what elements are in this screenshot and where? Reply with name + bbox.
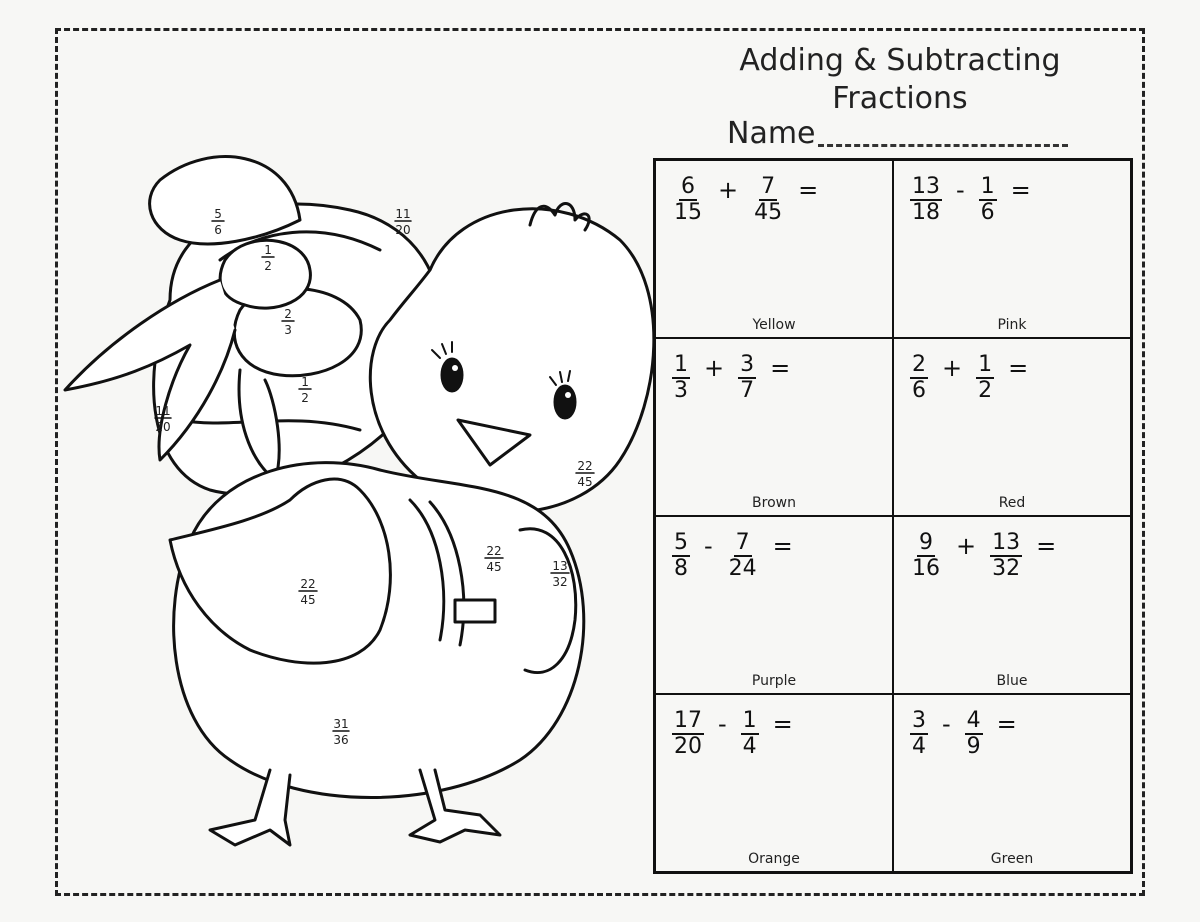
equals-sign: = [798,176,819,204]
problem-cell-yellow[interactable] [655,160,893,338]
color-label: Yellow [752,317,796,333]
operator: + [704,354,725,382]
operator: + [956,532,977,560]
problem-cell-red[interactable] [893,338,1131,516]
svg-text:2: 2 [301,391,309,405]
svg-text:22: 22 [486,544,502,558]
svg-text:45: 45 [486,560,502,574]
problem-cell-orange[interactable] [655,694,893,872]
fraction-a: $\frac{6}{15}$ [674,174,702,225]
fraction-b: $\frac{7}{45}$ [754,174,783,225]
color-label: Blue [996,673,1028,689]
problem [672,353,790,403]
svg-text:31: 31 [333,717,349,731]
worksheet-title [700,42,1100,118]
svg-text:20: 20 [395,223,411,237]
color-label: Orange [748,851,800,867]
svg-text:5: 5 [214,207,222,221]
problem [910,175,1031,225]
equals-sign: = [1036,532,1057,560]
equals-sign: = [1010,176,1031,204]
problem [672,709,793,759]
bow-loop-left [150,157,300,244]
equals-sign: = [772,710,793,738]
svg-text:22: 22 [577,459,593,473]
svg-text:13: 13 [552,559,568,573]
fraction-a: $\frac{9}{16}$ [912,530,940,581]
fraction-a: $\frac{2}{6}$ [912,352,926,403]
fraction-b: $\frac{1}{6}$ [980,174,995,225]
problem-cell-pink[interactable] [893,160,1131,338]
color-label: Red [998,495,1026,511]
fraction-b: $\frac{1}{2}$ [978,352,993,403]
svg-text:45: 45 [577,475,593,489]
equals-sign: = [772,532,793,560]
problem-grid [653,158,1133,874]
svg-text:20: 20 [155,420,171,434]
fraction-b: $\frac{1}{4}$ [742,708,757,759]
color-label: Pink [997,317,1027,333]
right-eye [555,386,575,418]
title-line-1: Adding & Subtracting [739,43,1061,78]
fraction-b: $\frac{4}{9}$ [966,708,981,759]
svg-text:45: 45 [300,593,316,607]
fraction-a: $\frac{17}{20}$ [674,708,702,759]
svg-text:6: 6 [214,223,222,237]
color-label: Brown [752,495,796,511]
picture-label [395,207,411,237]
operator: + [942,354,963,382]
left-leg [210,770,290,845]
operator: - [704,532,713,560]
color-label: Purple [751,673,797,689]
svg-text:11: 11 [395,207,411,221]
name-field[interactable] [727,116,1068,151]
problem [672,531,793,581]
problem [910,531,1056,581]
operator: + [718,176,739,204]
problem [910,353,1028,403]
problem-cell-green[interactable] [893,694,1131,872]
svg-text:22: 22 [300,577,316,591]
problem [672,175,818,225]
strap-buckle [455,600,495,622]
svg-text:2: 2 [264,259,272,273]
operator: - [942,710,951,738]
svg-text:1: 1 [301,375,309,389]
problem [910,709,1017,759]
color-label: Green [990,851,1034,867]
problem-cell-blue[interactable] [893,516,1131,694]
chick-coloring-picture [60,130,660,860]
equals-sign: = [1008,354,1029,382]
title-line-2: Fractions [832,81,968,116]
svg-text:36: 36 [333,733,349,747]
fraction-a: $\frac{13}{18}$ [912,174,940,225]
svg-text:32: 32 [552,575,568,589]
operator: - [956,176,965,204]
operator: - [718,710,727,738]
svg-text:11: 11 [155,404,171,418]
fraction-b: $\frac{7}{24}$ [728,530,757,581]
fraction-b: $\frac{3}{7}$ [740,352,755,403]
problem-cell-purple[interactable] [655,516,893,694]
equals-sign: = [770,354,791,382]
svg-text:2: 2 [284,307,292,321]
problem-cell-brown[interactable] [655,338,893,516]
svg-text:3: 3 [284,323,292,337]
svg-text:1: 1 [264,243,272,257]
equals-sign: = [996,710,1017,738]
fraction-a: $\frac{3}{4}$ [912,708,926,759]
left-eye [442,359,462,391]
fraction-b: $\frac{13}{32}$ [992,530,1021,581]
fraction-a: $\frac{1}{3}$ [674,352,688,403]
name-label: Name [727,116,816,151]
name-blank[interactable] [818,144,1068,147]
fraction-a: $\frac{5}{8}$ [674,530,688,581]
